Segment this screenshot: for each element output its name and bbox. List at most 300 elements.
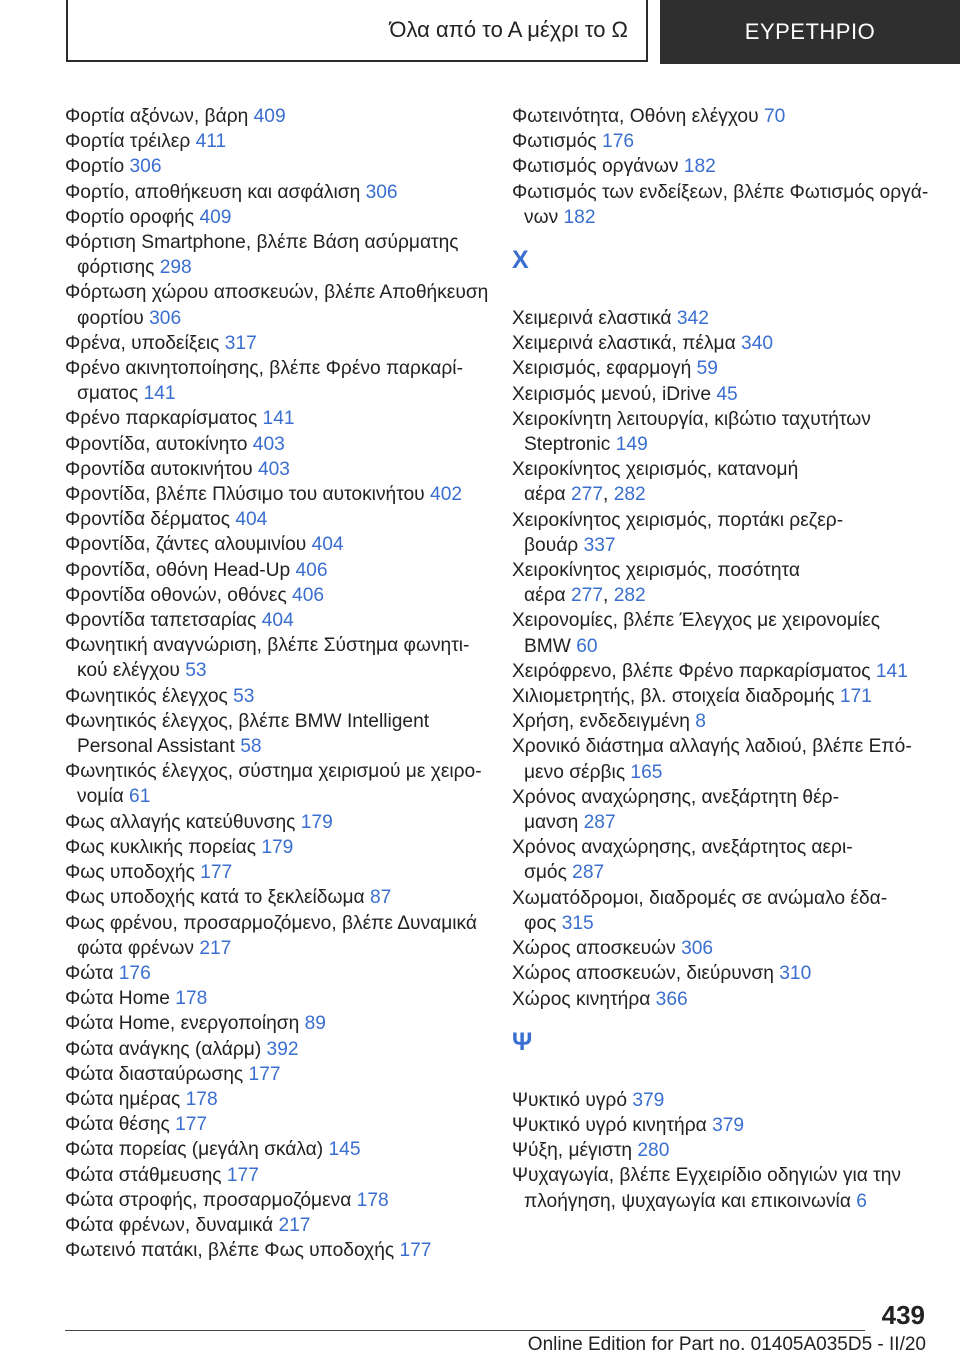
page-link[interactable]: 306 xyxy=(149,307,182,329)
index-entry xyxy=(512,1088,942,1113)
page-link[interactable]: 306 xyxy=(365,181,398,203)
index-entry-text: Φωτεινότητα, Οθόνη ελέγχου xyxy=(512,106,759,127)
page-link[interactable]: 70 xyxy=(763,106,786,127)
index-entry-continuation xyxy=(65,658,495,683)
index-entry xyxy=(512,709,942,734)
index-entry xyxy=(65,1112,495,1137)
index-entry-continuation-text: σμός xyxy=(524,862,567,884)
index-entry-continuation-text: νων xyxy=(524,206,559,228)
index-entry-line xyxy=(512,104,942,129)
index-entry-text: Φορτίο οροφής xyxy=(65,206,195,228)
header-tabs xyxy=(66,0,960,64)
index-entry-text: Φόρτιση Smartphone, βλέπε Βάση ασύρματης xyxy=(65,232,459,254)
index-entry xyxy=(512,886,942,936)
index-entry-text: Φώτα πορείας (μεγάλη σκάλα) xyxy=(65,1139,324,1161)
index-entry-line xyxy=(65,961,495,986)
index-group-phi-continued xyxy=(512,104,942,230)
index-entry xyxy=(65,1137,495,1162)
index-entry-continuation-text: φώτα φρένων xyxy=(77,937,194,959)
index-entry-line xyxy=(65,1112,495,1137)
index-entry-text: Χρονικό διάστημα αλλαγής λαδιού, βλέπε Επό- xyxy=(512,736,912,758)
index-entry-line xyxy=(65,1011,495,1036)
index-entry xyxy=(65,1037,495,1062)
index-entry xyxy=(65,1163,495,1188)
page-link[interactable]: 8 xyxy=(695,711,706,733)
index-entry-continuation-text: βουάρ xyxy=(524,534,579,556)
index-entry xyxy=(65,406,495,431)
index-entry-line xyxy=(65,230,495,255)
page-link[interactable]: 141 xyxy=(262,408,295,430)
index-entry-line xyxy=(65,558,495,583)
index-entry-continuation xyxy=(512,760,942,785)
index-entry-text: Χειρισμός μενού, iDrive xyxy=(512,383,712,405)
index-entry-line xyxy=(512,608,942,633)
index-entry-text: Φροντίδα αυτοκινήτου xyxy=(65,458,253,480)
page-link[interactable]: 402 xyxy=(430,484,463,506)
index-entry-line xyxy=(512,1138,942,1163)
index-entry-line xyxy=(65,154,495,179)
index-entry xyxy=(65,180,495,205)
breadcrumb: Όλα από το Α μέχρι το Ω xyxy=(389,17,628,42)
index-entry-line xyxy=(65,1188,495,1213)
index-entry-continuation xyxy=(512,1189,942,1214)
page-link[interactable]: 171 xyxy=(839,686,872,708)
page-link[interactable]: 282 xyxy=(613,585,646,607)
index-entry xyxy=(512,987,942,1012)
index-entry-continuation-text: μανση xyxy=(524,812,579,834)
index-entry-text: Φροντίδα, οθόνη Head-Up xyxy=(65,559,291,581)
index-entry-line xyxy=(512,306,942,331)
index-entry-text: Φωνητικός έλεγχος, βλέπε BMW Intelligent xyxy=(65,710,430,732)
index-entry-text: Φορτίο, αποθήκευση και ασφάλιση xyxy=(65,181,361,203)
page-link[interactable]: 58 xyxy=(240,736,262,758)
index-entry-line xyxy=(65,860,495,885)
page-link[interactable]: 53 xyxy=(233,685,255,707)
page-link[interactable]: 182 xyxy=(563,206,596,228)
index-entry-text: Χωματόδρομοι, διαδρομές σε ανώμαλο έδα- xyxy=(512,887,888,909)
index-entry-line xyxy=(65,1137,495,1162)
index-entry xyxy=(512,180,942,230)
page-link[interactable]: 176 xyxy=(602,131,635,153)
index-entry-text: Χιλιομετρητής, βλ. στοιχεία διαδρομής xyxy=(512,686,835,708)
index-entry-line xyxy=(512,382,942,407)
index-entry xyxy=(65,558,495,583)
page-link[interactable]: 89 xyxy=(304,1013,326,1035)
index-entry xyxy=(65,356,495,406)
index-entry-line xyxy=(65,986,495,1011)
index-letter-heading: Χ xyxy=(512,246,529,275)
index-entry xyxy=(65,1238,495,1263)
index-entry-continuation xyxy=(512,533,942,558)
index-group-psi xyxy=(512,1088,942,1214)
index-entry-line xyxy=(512,129,942,154)
page-link[interactable]: 280 xyxy=(637,1140,670,1162)
page-link[interactable]: 379 xyxy=(712,1114,745,1136)
index-entry xyxy=(512,1138,942,1163)
page-link[interactable]: 403 xyxy=(252,433,285,455)
index-group-chi xyxy=(512,306,942,1012)
index-entry-line xyxy=(65,759,495,784)
index-entry xyxy=(65,154,495,179)
page-link[interactable]: 406 xyxy=(292,584,325,606)
index-entry-line xyxy=(65,280,495,305)
index-entry xyxy=(65,759,495,809)
page-link[interactable]: 177 xyxy=(399,1240,432,1262)
index-entry-text: Φροντίδα, αυτοκίνητο xyxy=(65,433,248,455)
index-entry-text: Χειμερινά ελαστικά, πέλμα xyxy=(512,333,736,355)
index-entry-line xyxy=(65,482,495,507)
page-link[interactable]: 141 xyxy=(143,383,176,405)
index-entry-text: Φωτεινό πατάκι, βλέπε Φως υποδοχής xyxy=(65,1240,395,1262)
index-entry xyxy=(512,734,942,784)
index-entry-text: Φώτα xyxy=(65,962,114,984)
index-entry-line xyxy=(512,709,942,734)
page-link[interactable]: 87 xyxy=(369,887,392,909)
index-entry-continuation-text: αέρα xyxy=(524,585,566,607)
index-entry xyxy=(65,1188,495,1213)
index-entry-text: Φορτία αξόνων, βάρη xyxy=(65,106,249,127)
index-entry xyxy=(512,306,942,331)
index-entry-text: Φροντίδα δέρματος xyxy=(65,509,230,531)
page-link[interactable]: 6 xyxy=(856,1190,867,1212)
index-entry xyxy=(512,961,942,986)
index-entry xyxy=(65,1062,495,1087)
index-entry-text: Χώρος αποσκευών, διεύρυνση xyxy=(512,963,774,985)
index-entry xyxy=(65,331,495,356)
index-entry-line xyxy=(65,406,495,431)
page-number: 439 xyxy=(881,1300,925,1330)
index-entry-line xyxy=(512,835,942,860)
index-entry-text: Φορτία τρέιλερ xyxy=(65,131,191,153)
page-link[interactable]: 217 xyxy=(278,1214,311,1236)
index-entry xyxy=(512,659,942,684)
index-entry-continuation xyxy=(65,381,495,406)
page-link[interactable]: 298 xyxy=(159,257,192,279)
page-link[interactable]: 315 xyxy=(561,912,594,934)
index-entry-line xyxy=(65,129,495,154)
page-link[interactable]: 306 xyxy=(129,156,162,178)
page-link[interactable]: 404 xyxy=(311,534,344,556)
index-entry-line xyxy=(65,532,495,557)
page-link[interactable]: 141 xyxy=(875,660,908,682)
page-link[interactable]: 45 xyxy=(716,383,738,405)
page-link[interactable]: 404 xyxy=(261,610,294,632)
index-entry-continuation-text: αέρα xyxy=(524,484,566,506)
index-entry-continuation-text: σματος xyxy=(77,383,139,405)
index-entry xyxy=(65,205,495,230)
index-entry-line xyxy=(65,633,495,658)
index-entry-line xyxy=(512,684,942,709)
page-link[interactable]: 317 xyxy=(224,332,257,354)
index-entry xyxy=(65,633,495,683)
index-entry-text: Φροντίδα οθονών, οθόνες xyxy=(65,584,287,606)
index-entry-line xyxy=(512,961,942,986)
index-entry-line xyxy=(512,734,942,759)
index-entry xyxy=(65,1213,495,1238)
index-entry-line xyxy=(65,457,495,482)
page-link[interactable]: 182 xyxy=(683,156,716,178)
index-entry-text: Χειροκίνητος χειρισμός, πορτάκι ρεζερ- xyxy=(512,509,844,531)
page-link[interactable]: 165 xyxy=(630,761,663,783)
index-entry xyxy=(65,684,495,709)
index-entry-continuation-text: φορτίου xyxy=(77,307,144,329)
index-entry xyxy=(65,860,495,885)
index-entry-continuation-text: φος xyxy=(524,912,557,934)
index-entry xyxy=(65,835,495,860)
index-entry xyxy=(65,810,495,835)
index-entry-line xyxy=(65,1062,495,1087)
page-link[interactable]: 337 xyxy=(583,534,616,556)
index-entry-continuation-text: Personal Assistant xyxy=(77,736,235,758)
index-entry-continuation-text: κού ελέγχου xyxy=(77,660,180,682)
page-link[interactable]: 277 xyxy=(571,484,604,506)
index-entry-continuation xyxy=(65,784,495,809)
index-entry-text: Χρήση, ενδεδειγμένη xyxy=(512,711,690,733)
index-entry xyxy=(65,482,495,507)
index-entry-continuation: αέρα 277, 282 xyxy=(524,484,646,506)
index-entry xyxy=(512,457,942,507)
page-link[interactable]: 379 xyxy=(632,1089,665,1111)
index-entry-continuation: αέρα 277, 282 xyxy=(524,585,646,607)
index-entry-text: Φώτα θέσης xyxy=(65,1114,170,1136)
index-entry-text: Φωτισμός xyxy=(512,131,597,153)
page-link[interactable]: 403 xyxy=(257,458,290,480)
index-entry-line xyxy=(512,331,942,356)
index-entry xyxy=(65,457,495,482)
index-entry-text: Φωνητικός έλεγχος xyxy=(65,685,228,707)
index-entry-text: Φως φρένου, προσαρμοζόμενο, βλέπε Δυναμικά xyxy=(65,912,477,934)
index-entry-line xyxy=(512,154,942,179)
index-entry-line xyxy=(512,356,942,381)
index-entry xyxy=(65,104,495,129)
index-entry-text: Φωτισμός οργάνων xyxy=(512,156,679,178)
index-entry-continuation xyxy=(65,306,495,331)
page-link[interactable]: 282 xyxy=(613,484,646,506)
index-entry-text: Φρένο παρκαρίσματος xyxy=(65,408,258,430)
index-entry-line xyxy=(65,608,495,633)
index-entry xyxy=(65,986,495,1011)
index-entry-text: Ψυκτικό υγρό κινητήρα xyxy=(512,1114,707,1136)
page-link[interactable]: 406 xyxy=(295,559,328,581)
index-entry-text: Χειμερινά ελαστικά xyxy=(512,308,672,330)
index-entry xyxy=(512,154,942,179)
index-entry-line xyxy=(65,1213,495,1238)
index-entry-text: Φωνητική αναγνώριση, βλέπε Σύστημα φωνητι- xyxy=(65,635,470,657)
page-link[interactable]: 177 xyxy=(248,1063,281,1085)
index-entry xyxy=(512,835,942,885)
index-entry-text: Χρόνος αναχώρησης, ανεξάρτητος αερι- xyxy=(512,837,853,859)
index-entry-line xyxy=(65,1087,495,1112)
page-link[interactable]: 149 xyxy=(615,434,648,456)
index-entry xyxy=(65,911,495,961)
index-entry xyxy=(65,1011,495,1036)
index-entry-line xyxy=(512,936,942,961)
page-link[interactable]: 409 xyxy=(253,106,286,127)
index-entry-line xyxy=(65,507,495,532)
index-entry-line xyxy=(512,1088,942,1113)
index-entry-text: Φρένο ακινητοποίησης, βλέπε Φρένο παρκαρί- xyxy=(65,358,463,380)
index-entry-line xyxy=(65,356,495,381)
page-link[interactable]: 342 xyxy=(676,308,709,330)
index-entry xyxy=(512,936,942,961)
page-link[interactable]: 179 xyxy=(261,836,294,858)
page-link[interactable]: 340 xyxy=(741,333,774,355)
index-entry-continuation xyxy=(512,634,942,659)
index-entry xyxy=(512,608,942,658)
page-link[interactable]: 60 xyxy=(576,635,598,657)
index-entry-line xyxy=(65,583,495,608)
page-link[interactable]: 61 xyxy=(129,786,151,808)
index-entry-line xyxy=(512,558,942,583)
index-entry-text: Φορτίο xyxy=(65,156,125,178)
index-column-left xyxy=(65,104,495,1263)
index-entry xyxy=(512,382,942,407)
page-link[interactable]: 53 xyxy=(185,660,207,682)
index-entry xyxy=(512,1113,942,1138)
page-link[interactable]: 287 xyxy=(583,812,616,834)
page-link[interactable]: 411 xyxy=(195,131,227,153)
index-entry xyxy=(65,583,495,608)
index-entry-text: Φροντίδα ταπετσαρίας xyxy=(65,610,257,632)
index-entry xyxy=(65,230,495,280)
index-entry-text: Ψυχαγωγία, βλέπε Εγχειρίδιο οδηγιών για την xyxy=(512,1165,901,1187)
footer-edition: Online Edition for Part no. 01405A035D5 - II/20 xyxy=(527,1334,926,1355)
index-entry-line xyxy=(65,684,495,709)
index-entry xyxy=(512,1163,942,1213)
index-entry-text: Φώτα ημέρας xyxy=(65,1088,181,1110)
index-entry xyxy=(512,129,942,154)
index-column-right xyxy=(512,104,942,1214)
index-entry-line xyxy=(65,810,495,835)
page-link[interactable]: 277 xyxy=(571,585,604,607)
index-entry xyxy=(512,331,942,356)
index-entry-text: Χειροκίνητη λειτουργία, κιβώτιο ταχυτήτων xyxy=(512,408,871,430)
index-entry-line xyxy=(65,1238,495,1263)
index-entry xyxy=(65,885,495,910)
index-entry-line xyxy=(65,885,495,910)
index-entry-text: Φως κυκλικής πορείας xyxy=(65,836,256,858)
index-entry-line xyxy=(512,180,942,205)
index-entry-text: Φώτα ανάγκης (αλάρμ) xyxy=(65,1038,262,1060)
page-link[interactable]: 409 xyxy=(199,206,232,228)
index-entry-text: Φώτα διασταύρωσης xyxy=(65,1063,244,1085)
index-entry-text: Φροντίδα, βλέπε Πλύσιμο του αυτοκινήτου xyxy=(65,484,425,506)
index-entry-continuation-text: Steptronic xyxy=(524,434,611,456)
index-entry xyxy=(65,961,495,986)
page-link[interactable]: 179 xyxy=(300,811,333,833)
page-link[interactable]: 178 xyxy=(356,1189,389,1211)
index-entry xyxy=(65,507,495,532)
index-letter-heading: Ψ xyxy=(512,1027,533,1056)
index-entry-text: Ψύξη, μέγιστη xyxy=(512,1140,633,1162)
index-entry xyxy=(65,129,495,154)
index-entry-continuation-text: φόρτισης xyxy=(77,257,155,279)
index-entry-continuation xyxy=(512,810,942,835)
index-entry-text: Φωτισμός των ενδείξεων, βλέπε Φωτισμός οργά- xyxy=(512,181,929,203)
index-entry-line xyxy=(65,331,495,356)
index-entry xyxy=(65,432,495,457)
index-entry-line xyxy=(65,205,495,230)
index-entry-text: Φώτα Home xyxy=(65,988,170,1010)
index-entry xyxy=(512,508,942,558)
index-entry xyxy=(65,608,495,633)
section-title: ΕΥΡΕΤΗΡΙΟ xyxy=(744,19,876,44)
index-entry-line xyxy=(65,180,495,205)
index-entry-continuation-text: BMW xyxy=(524,635,571,657)
index-entry-line xyxy=(65,709,495,734)
index-entry-line xyxy=(65,432,495,457)
index-entry-continuation xyxy=(512,860,942,885)
index-entry-line xyxy=(512,886,942,911)
page-link[interactable]: 59 xyxy=(696,358,718,380)
page-link[interactable]: 177 xyxy=(226,1164,259,1186)
index-entry-continuation-text: νομία xyxy=(77,786,124,808)
index-entry-continuation xyxy=(512,205,942,230)
index-entry-line xyxy=(65,104,495,129)
index-entry-line xyxy=(512,407,942,432)
index-entry-continuation-text: μενο σέρβις xyxy=(524,761,626,783)
page-link[interactable]: 177 xyxy=(200,862,233,884)
index-entry xyxy=(512,104,942,129)
index-entry-text: Χειροκίνητος χειρισμός, ποσότητα xyxy=(512,560,800,582)
page-link[interactable]: 366 xyxy=(655,988,688,1010)
index-entry-text: Φώτα Home, ενεργοποίηση xyxy=(65,1013,300,1035)
index-entry-line xyxy=(512,987,942,1012)
page-link[interactable]: 177 xyxy=(175,1114,208,1136)
index-entry-line xyxy=(512,785,942,810)
index-entry xyxy=(512,407,942,457)
index-entry-line xyxy=(512,1113,942,1138)
page-link[interactable]: 287 xyxy=(572,862,605,884)
index-entry xyxy=(512,356,942,381)
page-link[interactable]: 178 xyxy=(185,1088,218,1110)
page-link[interactable]: 176 xyxy=(118,962,151,984)
index-entry-text: Φρένα, υποδείξεις xyxy=(65,332,220,354)
footer-divider xyxy=(65,1330,865,1331)
index-entry-text: Χειρονομίες, βλέπε Έλεγχος με χειρονομίες xyxy=(512,610,880,632)
section-tab[interactable] xyxy=(660,0,960,64)
index-entry-line xyxy=(65,1037,495,1062)
index-entry xyxy=(65,280,495,330)
index-entry-text: Φροντίδα, ζάντες αλουμινίου xyxy=(65,534,307,556)
index-entry-line xyxy=(512,508,942,533)
index-entry-text: Χειρόφρενο, βλέπε Φρένο παρκαρίσματος xyxy=(512,660,871,682)
index-entry xyxy=(65,709,495,759)
page-link[interactable]: 306 xyxy=(681,938,714,960)
index-entry-line xyxy=(65,911,495,936)
index-entry-continuation xyxy=(65,936,495,961)
page-link[interactable]: 392 xyxy=(266,1038,299,1060)
index-entry-text: Ψυκτικό υγρό xyxy=(512,1089,627,1111)
page-link[interactable]: 404 xyxy=(235,509,268,531)
page-link[interactable]: 310 xyxy=(779,963,812,985)
index-entry-text: Χρόνος αναχώρησης, ανεξάρτητη θέρ- xyxy=(512,786,839,808)
index-entry-text: Φως υποδοχής xyxy=(65,862,195,884)
page-link[interactable]: 178 xyxy=(175,988,208,1010)
index-entry-text: Φόρτωση χώρου αποσκευών, βλέπε Αποθήκευση xyxy=(65,282,489,304)
page-link[interactable]: 145 xyxy=(328,1139,361,1161)
page-link[interactable]: 217 xyxy=(199,937,232,959)
index-entry xyxy=(65,1087,495,1112)
index-entry xyxy=(65,532,495,557)
breadcrumb-tab[interactable] xyxy=(66,0,648,62)
index-entry-text: Φώτα στροφής, προσαρμοζόμενα xyxy=(65,1189,352,1211)
index-entry-line xyxy=(512,457,942,482)
index-entry-continuation xyxy=(512,911,942,936)
index-entry-line xyxy=(512,659,942,684)
index-entry-text: Χειρισμός, εφαρμογή xyxy=(512,358,692,380)
index-entry-continuation xyxy=(65,255,495,280)
